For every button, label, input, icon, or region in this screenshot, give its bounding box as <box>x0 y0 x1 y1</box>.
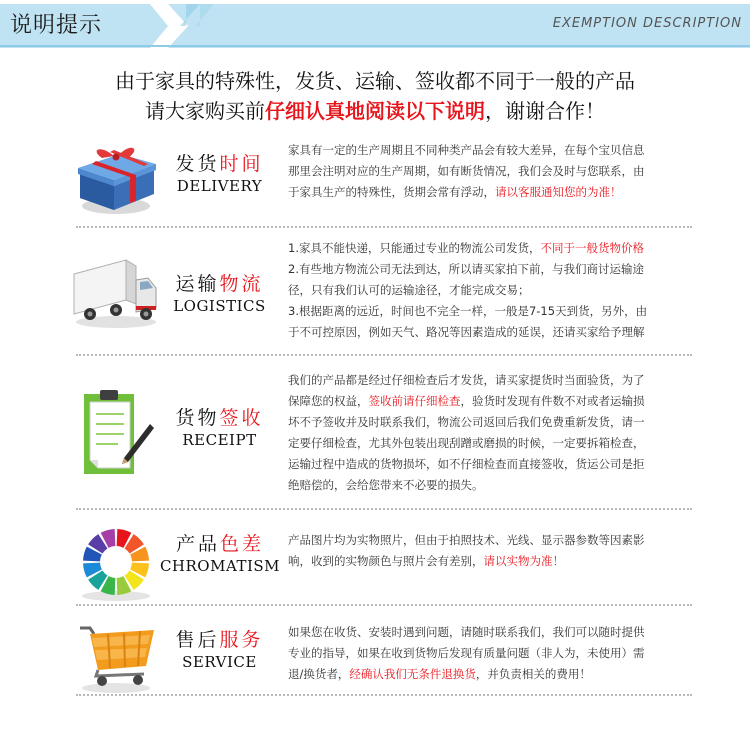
service-line-1: 如果您在收货、安装时遇到问题，请随时联系我们，我们可以随时提供 <box>288 625 645 639</box>
logistics-line-3: 径，只有我们认可的运输途径，才能完成交易； <box>288 283 530 297</box>
receipt-line-6: 绝赔偿的，会给您带来不必要的损失。 <box>288 478 484 492</box>
header-subtitle: EXEMPTION DESCRIPTION <box>552 16 742 31</box>
receipt-title-cn <box>162 406 277 430</box>
service-line-3-highlight: 经确认我们无条件退换货 <box>349 667 476 681</box>
receipt-line-4: 定要仔细检查，尤其外包装出现刮蹭或磨损的时候，一定要拆箱检查， <box>288 436 645 450</box>
receipt-title-cn-red: 签收 <box>219 407 264 429</box>
shopping-cart-icon <box>70 616 160 696</box>
service-title-cn-black: 售后 <box>175 629 220 651</box>
chromatism-title <box>156 532 284 576</box>
intro-line-2-post: ，谢谢合作！ <box>485 99 605 123</box>
receipt-line-2-post: ，验货时发现有件数不对或者运输损 <box>460 394 645 408</box>
receipt-line-5: 运输过程中造成的货物损坏，如不仔细检查而直接签收，货运公司是拒 <box>288 457 645 471</box>
logistics-title-cn-black: 运输 <box>175 273 220 295</box>
chromatism-line-2-highlight: 请以实物为准！ <box>483 554 564 568</box>
delivery-title <box>162 152 277 196</box>
receipt-line-2-pre: 保障您的权益， <box>288 394 369 408</box>
service-line-2: 专业的指导，如果在收到货物后发现有质量问题（非人为，未使用）需 <box>288 646 645 660</box>
truck-icon <box>70 252 160 332</box>
logistics-line-1 <box>288 238 693 259</box>
chromatism-title-cn <box>156 532 284 556</box>
service-text <box>288 622 693 685</box>
receipt-title-en: RECEIPT <box>182 431 257 449</box>
delivery-title-cn-black: 发货 <box>175 153 220 175</box>
divider <box>76 226 692 228</box>
receipt-text <box>288 370 693 496</box>
logistics-text <box>288 238 693 343</box>
chromatism-line-1: 产品图片均为实物照片，但由于拍照技术、光线、显示器参数等因素影 <box>288 533 645 547</box>
logistics-line-2: 2.有些地方物流公司无法到达，所以请买家拍下前，与我们商讨运输途 <box>288 262 644 276</box>
service-line-3 <box>288 664 693 685</box>
service-line-3-pre: 退/换货者， <box>288 667 350 681</box>
header-title: 说明提示 <box>10 13 103 38</box>
logistics-line-4: 3.根据距离的远近，时间也不完全一样，一般是7-15天到货，另外，由 <box>288 304 648 318</box>
delivery-line-2: 那里会注明对应的生产周期，如有断货情况，我们会及时与您联系，由 <box>288 164 645 178</box>
logistics-title <box>162 272 277 316</box>
logistics-line-1-pre: 1.家具不能快递，只能通过专业的物流公司发货， <box>288 241 541 255</box>
logistics-line-5: 于不可控原因，例如天气、路况等因素造成的延误，还请买家给予理解 <box>288 325 645 339</box>
receipt-title-cn-black: 货物 <box>175 407 220 429</box>
logistics-line-1-highlight: 不同于一般货物价格 <box>540 241 644 255</box>
service-title <box>162 628 277 672</box>
clipboard-pen-icon <box>70 384 160 480</box>
delivery-title-cn-red: 时间 <box>219 153 264 175</box>
receipt-line-2-highlight: 签收前请仔细检查 <box>368 394 461 408</box>
header-banner <box>0 0 750 48</box>
receipt-line-2 <box>288 391 693 412</box>
delivery-line-1: 家具有一定的生产周期且不同种类产品会有较大差异，在每个宝贝信息 <box>288 143 645 157</box>
gift-box-icon <box>70 140 160 220</box>
intro <box>0 66 750 126</box>
delivery-text <box>288 140 693 203</box>
chromatism-title-cn-black: 产品 <box>175 533 220 555</box>
intro-line-2-pre: 请大家购买前 <box>145 99 265 123</box>
logistics-title-cn <box>162 272 277 296</box>
divider <box>76 354 692 356</box>
chromatism-text <box>288 530 693 572</box>
delivery-line-3 <box>288 182 693 203</box>
chromatism-title-cn-red: 色差 <box>220 533 265 555</box>
service-title-cn <box>162 628 277 652</box>
delivery-title-en: DELIVERY <box>176 177 263 195</box>
service-title-cn-red: 服务 <box>219 629 264 651</box>
chromatism-line-2-pre: 响，收到的实物颜色与照片会有差别， <box>288 554 484 568</box>
delivery-line-3-pre: 于家具生产的特殊性，货期会常有浮动， <box>288 185 495 199</box>
service-line-3-post: ，并负责相关的费用！ <box>475 667 591 681</box>
delivery-line-3-highlight: 请以客服通知您的为准！ <box>495 185 622 199</box>
chromatism-title-en: CHROMATISM <box>159 557 281 575</box>
intro-line-2-highlight: 仔细认真地阅读以下说明 <box>265 99 485 123</box>
chromatism-line-2 <box>288 551 693 572</box>
receipt-line-1: 我们的产品都是经过仔细检查后才发货，请买家提货时当面验货，为了 <box>288 373 645 387</box>
logistics-title-en: LOGISTICS <box>173 297 266 315</box>
delivery-title-cn <box>162 152 277 176</box>
intro-line-1: 由于家具的特殊性，发货、运输、签收都不同于一般的产品 <box>115 69 635 93</box>
receipt-line-3: 坏不予签收并及时联系我们，物流公司返回后我们免费重新发货，请一 <box>288 415 645 429</box>
divider <box>76 694 692 696</box>
logistics-title-cn-red: 物流 <box>219 273 264 295</box>
divider <box>76 508 692 510</box>
service-title-en: SERVICE <box>182 653 257 671</box>
intro-line-2 <box>0 96 750 126</box>
divider <box>76 604 692 606</box>
receipt-title <box>162 406 277 450</box>
color-wheel-icon <box>70 524 160 604</box>
